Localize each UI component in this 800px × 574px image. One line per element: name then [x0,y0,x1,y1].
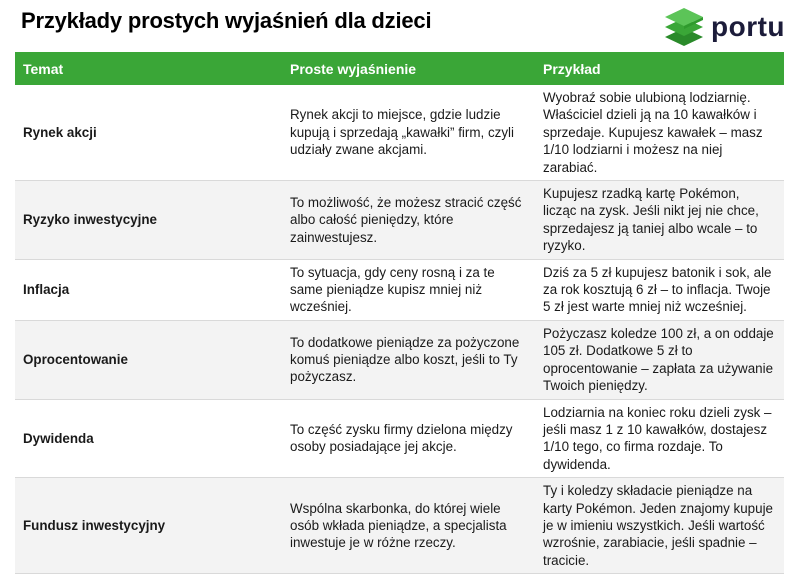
table-header-row [15,52,784,85]
table-row [15,478,784,574]
explanation-cell: To możliwość, że możesz stracić część albo całość pieniędzy, które zainwestujesz. [282,181,535,260]
table-row [15,320,784,399]
topic-cell: Oprocentowanie [15,320,282,399]
explanations-table [15,52,784,574]
table-row [15,399,784,478]
explanation-cell: To dodatkowe pieniądze za pożyczone komuś pieniądze albo koszt, jeśli to Ty pożyczasz. [282,320,535,399]
table-row [15,181,784,260]
topic-cell: Rynek akcji [15,85,282,181]
example-cell: Ty i koledzy składacie pieniądze na karty Pokémon. Jeden znajomy kupuje je w imieniu wszystkich. Jeśli wartość wzrośnie, zarabiacie, jeśli spadnie – tracicie. [535,478,784,574]
topic-cell: Ryzyko inwestycyjne [15,181,282,260]
explanation-cell: To sytuacja, gdy ceny rosną i za te same pieniądze kupisz mniej niż wcześniej. [282,259,535,320]
page-title: Przykłady prostych wyjaśnień dla dzieci [21,8,432,33]
example-cell: Wyobraź sobie ulubioną lodziarnię. Właściciel dzieli ją na 10 kawałków i sprzedaje. Kupujesz kawałek – masz 1/10 lodziarni i możesz na niej zarabiać. [535,85,784,181]
logo-text: portu [711,11,786,42]
table-row [15,85,784,181]
topic-cell: Fundusz inwestycyjny [15,478,282,574]
explanation-cell: To część zysku firmy dzielona między osoby posiadające jej akcje. [282,399,535,478]
explanation-cell: Wspólna skarbonka, do której wiele osób wkłada pieniądze, a specjalista inwestuje je w różne rzeczy. [282,478,535,574]
example-cell: Kupujesz rzadką kartę Pokémon, licząc na zysk. Jeśli nikt jej nie chce, sprzedajesz ją taniej albo wcale – to ryzyko. [535,181,784,260]
example-cell: Lodziarnia na koniec roku dzieli zysk – jeśli masz 1 z 10 kawałków, dostajesz 1/10 tego, co firma rozdaje. To dywidenda. [535,399,784,478]
column-header-example: Przykład [535,52,784,85]
explanation-cell: Rynek akcji to miejsce, gdzie ludzie kupują i sprzedają „kawałki” firm, czyli udziały zwane akcjami. [282,85,535,181]
topic-cell: Dywidenda [15,399,282,478]
example-cell: Dziś za 5 zł kupujesz batonik i sok, ale za rok kosztują 6 zł – to inflacja. Twoje 5 zł jest warte mniej niż wcześniej. [535,259,784,320]
column-header-explanation: Proste wyjaśnienie [282,52,535,85]
portu-logo [664,8,785,46]
column-header-topic: Temat [15,52,282,85]
table-row [15,259,784,320]
green-stacked-layers-icon [664,8,704,46]
topic-cell: Inflacja [15,259,282,320]
example-cell: Pożyczasz koledze 100 zł, a on oddaje 105 zł. Dodatkowe 5 zł to oprocentowanie – zapłata za używanie Twoich pieniędzy. [535,320,784,399]
